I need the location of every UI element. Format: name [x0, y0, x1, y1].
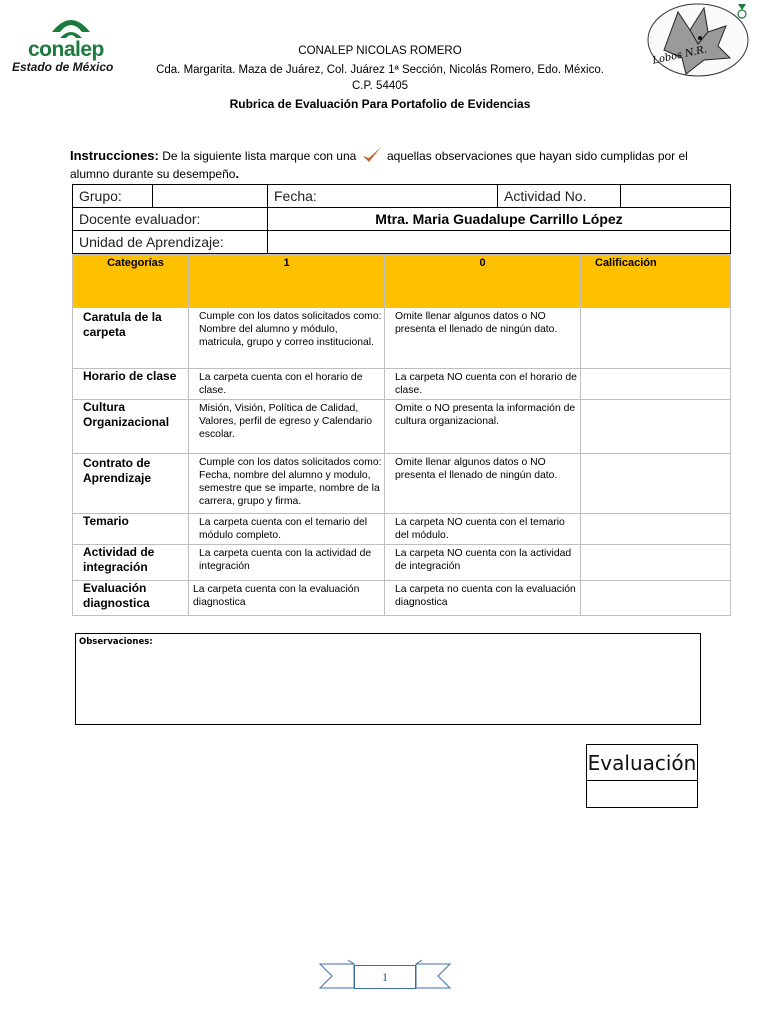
wolf-logo — [634, 0, 758, 82]
instructions — [70, 146, 710, 183]
checkmark-icon — [362, 146, 382, 164]
instructions-text-before: De la siguiente lista marque con una — [158, 149, 360, 163]
row-category: Actividad de integración — [73, 545, 189, 581]
evaluation-box — [586, 744, 698, 808]
evaluation-field[interactable] — [587, 781, 697, 807]
actividad-field[interactable] — [621, 185, 731, 208]
row-score-1: Cumple con los datos solicitados como: Fecha, nombre del alumno y modulo, semestre que se imparte, nombre de la carrera, grupo y firma. — [189, 454, 385, 514]
row-category: Caratula de la carpeta — [73, 308, 189, 369]
row-score-1: Misión, Visión, Política de Calidad, Valores, perfil de egreso y Calendario escolar. — [189, 400, 385, 454]
row-grade-cell[interactable] — [581, 545, 731, 581]
row-score-0: Omite o NO presenta la información de cultura organizacional. — [385, 400, 581, 454]
instructions-label: Instrucciones: — [70, 148, 159, 163]
unidad-label: Unidad de Aprendizaje: — [73, 231, 268, 254]
row-score-1: La carpeta cuenta con la evaluación diagnostica — [189, 581, 385, 616]
conalep-emblem-icon — [48, 12, 94, 40]
logo-brand-text: conalep — [28, 38, 104, 61]
docente-name: Mtra. Maria Guadalupe Carrillo López — [268, 208, 731, 231]
row-score-0: La carpeta no cuenta con la evaluación diagnostica — [385, 581, 581, 616]
grupo-label: Grupo: — [73, 185, 153, 208]
actividad-label: Actividad No. — [498, 185, 621, 208]
unidad-field[interactable] — [268, 231, 731, 254]
page-number: 1 — [354, 965, 416, 989]
postal-code: C.P. 54405 — [351, 80, 409, 92]
row-category: Contrato de Aprendizaje — [73, 454, 189, 514]
header-categorias: Categorías — [73, 255, 189, 308]
docente-label: Docente evaluador: — [73, 208, 268, 231]
row-score-1: La carpeta cuenta con la actividad de integración — [189, 545, 385, 581]
observations-box[interactable] — [75, 633, 701, 725]
row-score-1: Cumple con los datos solicitados como: Nombre del alumno y módulo, matricula, grupo y correo institucional. — [189, 308, 385, 369]
table-row — [73, 514, 731, 545]
row-category: Cultura Organizacional — [73, 400, 189, 454]
logo-subtitle: Estado de México — [12, 60, 114, 74]
page-number-ornament — [318, 958, 452, 994]
evaluation-label: Evaluación — [587, 745, 697, 781]
row-grade-cell[interactable] — [581, 581, 731, 616]
grupo-field[interactable] — [153, 185, 268, 208]
school-name: CONALEP NICOLAS ROMERO — [298, 45, 462, 57]
table-row — [73, 545, 731, 581]
table-row — [73, 581, 731, 616]
row-score-1: La carpeta cuenta con el horario de clase. — [189, 369, 385, 400]
instructions-text-after: aquellas observaciones que hayan sido cumplidas por el alumno durante su desempeño — [70, 149, 688, 181]
row-score-0: La carpeta NO cuenta con el horario de clase. — [385, 369, 581, 400]
info-table — [72, 184, 731, 254]
school-address: Cda. Margarita. Maza de Juárez, Col. Juárez 1ª Sección, Nicolás Romero, Edo. México. — [156, 64, 604, 76]
row-category: Temario — [73, 514, 189, 545]
table-row — [73, 400, 731, 454]
header-score-1: 1 — [189, 255, 385, 308]
row-category: Horario de clase — [73, 369, 189, 400]
row-grade-cell[interactable] — [581, 369, 731, 400]
rubric-table — [72, 254, 731, 616]
fecha-label: Fecha: — [268, 185, 498, 208]
row-grade-cell[interactable] — [581, 308, 731, 369]
header-score-0: 0 — [385, 255, 581, 308]
row-score-0: Omite llenar algunos datos o NO presenta el llenado de ningún dato. — [385, 308, 581, 369]
row-category: Evaluación diagnostica — [73, 581, 189, 616]
table-row — [73, 369, 731, 400]
row-score-0: Omite llenar algunos datos o NO presenta el llenado de ningún dato. — [385, 454, 581, 514]
header-calificacion: Calificación — [581, 255, 731, 308]
table-row — [73, 454, 731, 514]
row-grade-cell[interactable] — [581, 454, 731, 514]
conalep-logo — [10, 12, 122, 80]
row-score-0: La carpeta NO cuenta con la actividad de integración — [385, 545, 581, 581]
row-grade-cell[interactable] — [581, 400, 731, 454]
row-score-0: La carpeta NO cuenta con el temario del módulo. — [385, 514, 581, 545]
wolf-logo-text: Lobos N.R. — [651, 44, 708, 67]
row-score-1: La carpeta cuenta con el temario del módulo completo. — [189, 514, 385, 545]
table-row — [73, 308, 731, 369]
document-title: Rubrica de Evaluación Para Portafolio de Evidencias — [229, 97, 531, 111]
row-grade-cell[interactable] — [581, 514, 731, 545]
instructions-end: . — [235, 166, 240, 181]
wolf-emblem-icon — [634, 0, 758, 82]
observations-label: Observaciones: — [79, 637, 153, 647]
